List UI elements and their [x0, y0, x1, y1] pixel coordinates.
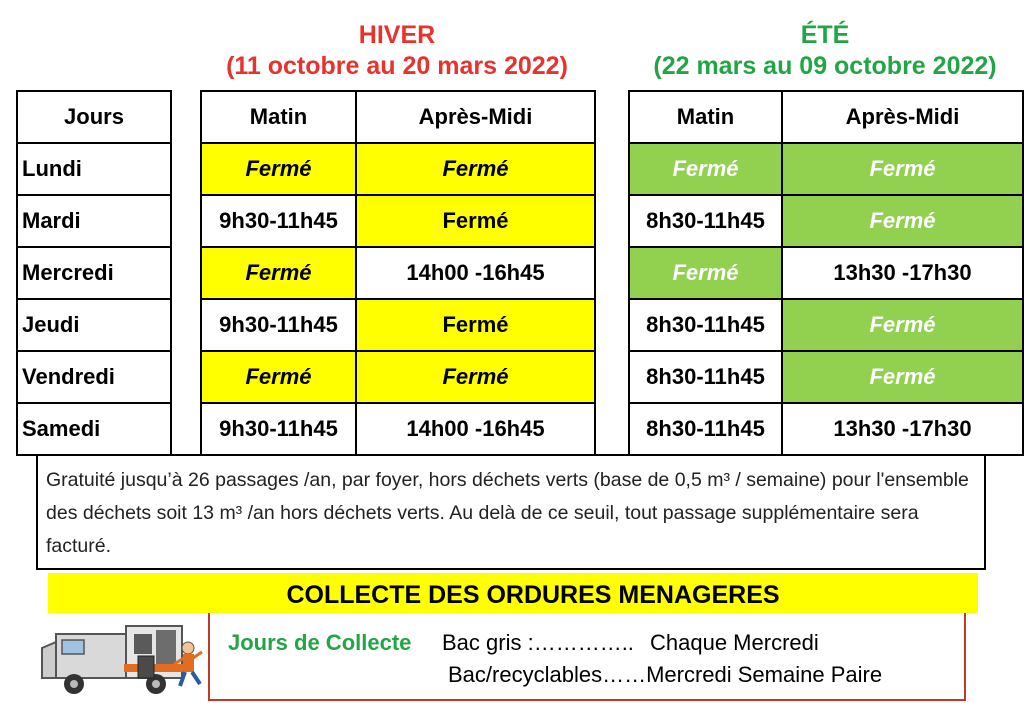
bac-recyclables-line: Bac/recyclables……Mercredi Semaine Paire [448, 662, 883, 687]
hiver-cell: 9h30-11h45 [201, 299, 356, 351]
hiver-cell: Fermé [356, 299, 595, 351]
day-mercredi: Mercredi [17, 247, 171, 299]
hiver-cell: 14h00 -16h45 [356, 247, 595, 299]
ete-cell: Fermé [782, 195, 1023, 247]
day-vendredi: Vendredi [17, 351, 171, 403]
day-mardi: Mardi [17, 195, 171, 247]
collecte-banner: COLLECTE DES ORDURES MENAGERES [48, 573, 978, 613]
bac-gris-label: Bac gris :………….. [442, 630, 634, 655]
info-text: Gratuité jusqu’à 26 passages /an, par foyer, hors déchets verts (base de 0,5 m³ / semaine) pour l'ensemble des déchets soit 13 m³ /an hors déchets verts. Au delà de ce seuil, tout passage supplémentaire sera facturé. [46, 469, 969, 557]
ete-header-apres-midi: Après-Midi [782, 91, 1023, 143]
day-jeudi: Jeudi [17, 299, 171, 351]
garbage-truck-illustration [38, 604, 208, 702]
ete-cell: Fermé [782, 351, 1023, 403]
ete-cell: 8h30-11h45 [629, 299, 782, 351]
ete-cell: 8h30-11h45 [629, 403, 782, 455]
ete-cell: 13h30 -17h30 [782, 247, 1023, 299]
collecte-label: Jours de Collecte [228, 630, 412, 655]
hiver-cell: Fermé [356, 351, 595, 403]
ete-cell: 8h30-11h45 [629, 351, 782, 403]
hiver-title-block [200, 20, 594, 82]
hiver-cell: Fermé [201, 247, 356, 299]
ete-cell: Fermé [629, 143, 782, 195]
ete-cell: Fermé [782, 299, 1023, 351]
hiver-cell: Fermé [201, 143, 356, 195]
hiver-cell: Fermé [356, 195, 595, 247]
hiver-header-apres-midi: Après-Midi [356, 91, 595, 143]
ete-cell: 8h30-11h45 [629, 195, 782, 247]
info-box [36, 454, 986, 570]
hiver-cell: Fermé [356, 143, 595, 195]
days-header: Jours [17, 91, 171, 143]
hiver-title: HIVER [358, 21, 436, 49]
ete-title-block [628, 20, 1022, 82]
bac-gris-value: Chaque Mercredi [650, 630, 819, 655]
ete-schedule-table [628, 90, 1024, 456]
hiver-period: (11 octobre au 20 mars 2022) [226, 52, 568, 80]
hiver-header-matin: Matin [201, 91, 356, 143]
ete-title: ÉTÉ [800, 21, 850, 49]
ete-cell: Fermé [629, 247, 782, 299]
hiver-cell: 14h00 -16h45 [356, 403, 595, 455]
hiver-schedule-table [200, 90, 596, 456]
ete-header-matin: Matin [629, 91, 782, 143]
collecte-box [208, 613, 966, 701]
hiver-cell: 9h30-11h45 [201, 403, 356, 455]
hiver-cell: Fermé [201, 351, 356, 403]
day-samedi: Samedi [17, 403, 171, 455]
ete-cell: Fermé [782, 143, 1023, 195]
hiver-cell: 9h30-11h45 [201, 195, 356, 247]
ete-cell: 13h30 -17h30 [782, 403, 1023, 455]
ete-period: (22 mars au 09 octobre 2022) [653, 52, 997, 80]
day-lundi: Lundi [17, 143, 171, 195]
days-table [16, 90, 172, 456]
